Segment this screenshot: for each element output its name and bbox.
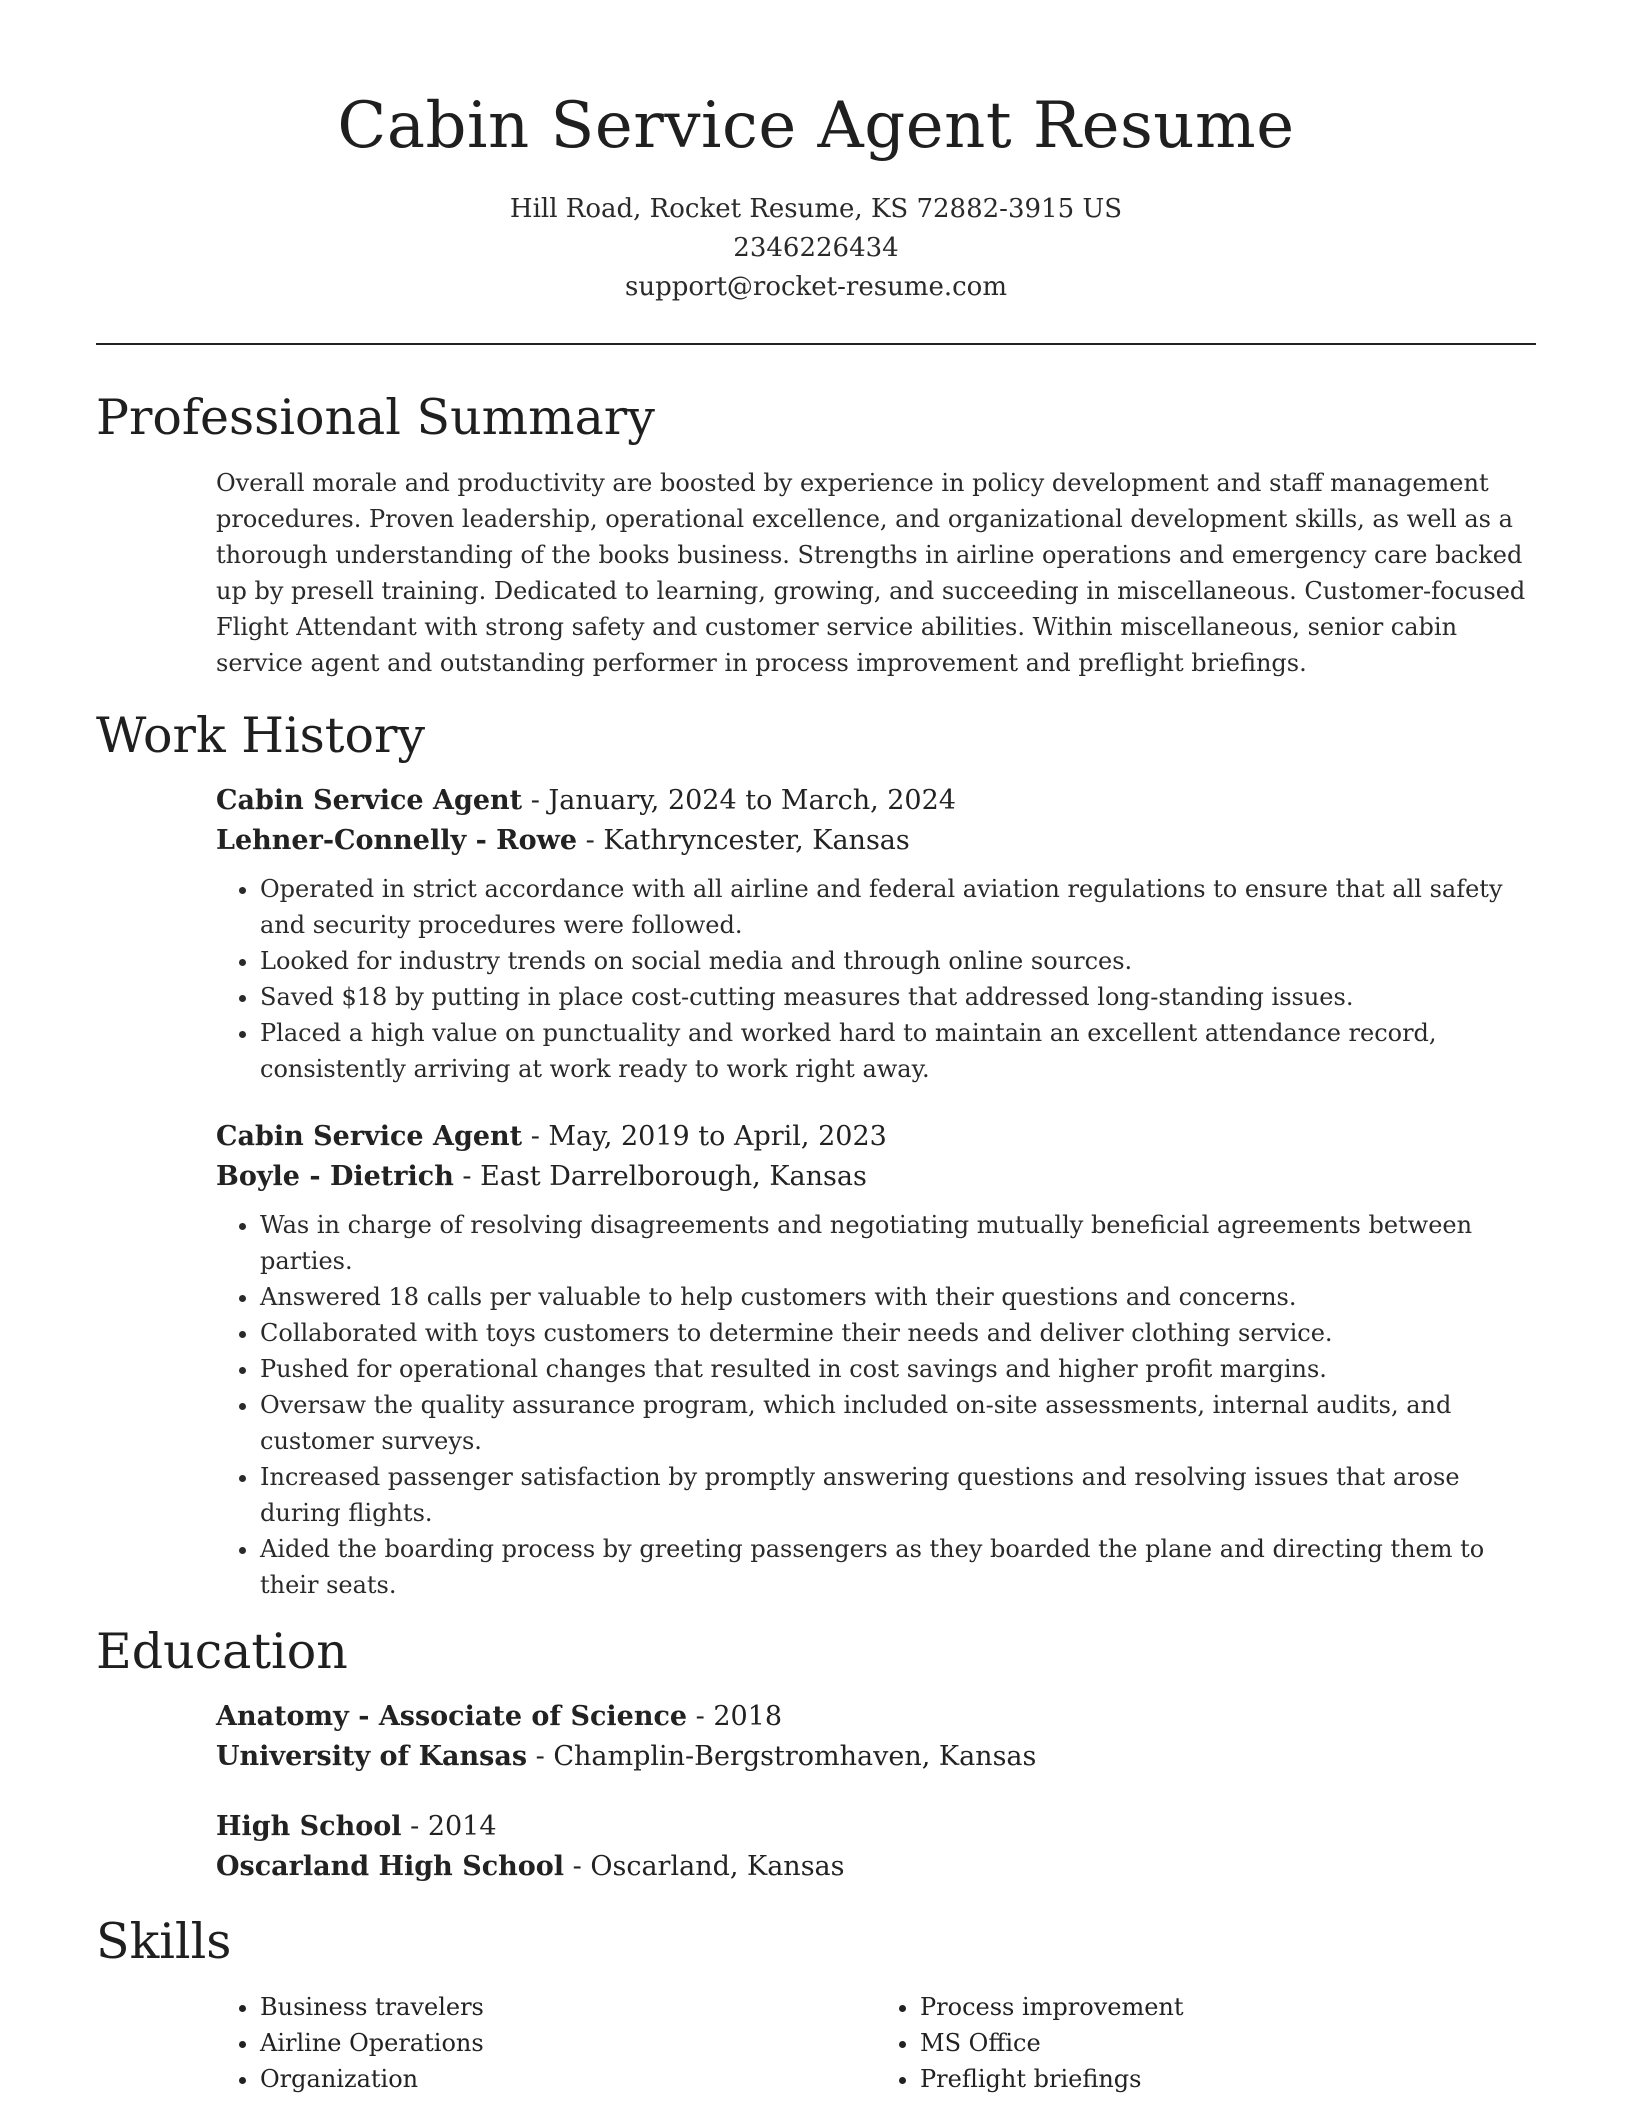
work-section: [96, 703, 1536, 1603]
skill-item: • Airline Operations: [260, 2025, 876, 2061]
job-title: Cabin Service Agent: [216, 1121, 523, 1152]
header-divider: [96, 343, 1536, 345]
job-company: Lehner-Connelly - Rowe: [216, 825, 578, 856]
resume-page: [96, 0, 1536, 2097]
job-title: Cabin Service Agent: [216, 785, 523, 816]
job-bullet: • Collaborated with toys customers to determine their needs and deliver clothing service.: [260, 1315, 1536, 1351]
work-heading: Work History: [96, 707, 426, 764]
contact-block: [96, 190, 1536, 307]
skills-list-left: [216, 1989, 876, 2097]
skills-list-right: [876, 1989, 1536, 2097]
job-bullet: • Looked for industry trends on social media and through online sources.: [260, 943, 1536, 979]
job-location: - East Darrelborough, Kansas: [453, 1161, 867, 1192]
education-year: - 2014: [401, 1811, 497, 1842]
job-bullet: • Oversaw the quality assurance program, which included on-site assessments, internal audits, and customer surveys.: [260, 1387, 1536, 1459]
job-bullets: [216, 871, 1536, 1087]
education-heading: Education: [96, 1623, 348, 1680]
contact-phone: 2346226434: [733, 233, 899, 263]
job-title-line: [216, 781, 1536, 821]
education-location: - Champlin-Bergstromhaven, Kansas: [527, 1741, 1037, 1772]
education-location: - Oscarland, Kansas: [564, 1851, 845, 1882]
education-degree-line: [216, 1807, 1536, 1847]
job-dates: - May, 2019 to April, 2023: [522, 1121, 887, 1152]
education-entry: [216, 1697, 1536, 1777]
skills-heading: Skills: [96, 1913, 232, 1970]
education-school: Oscarland High School: [216, 1851, 565, 1882]
contact-address: Hill Road, Rocket Resume, KS 72882-3915 US: [509, 194, 1123, 224]
job-entry: [216, 1117, 1536, 1603]
job-company: Boyle - Dietrich: [216, 1161, 454, 1192]
job-bullet: • Pushed for operational changes that resulted in cost savings and higher profit margins.: [260, 1351, 1536, 1387]
education-degree-line: [216, 1697, 1536, 1737]
education-entry: [216, 1807, 1536, 1887]
summary-section: [96, 385, 1536, 681]
job-entry: [216, 781, 1536, 1087]
job-dates: - January, 2024 to March, 2024: [522, 785, 956, 816]
education-school: University of Kansas: [216, 1741, 528, 1772]
job-bullet: • Aided the boarding process by greeting passengers as they boarded the plane and directing them to their seats.: [260, 1531, 1536, 1603]
job-location: - Kathryncester, Kansas: [577, 825, 910, 856]
skills-section: [96, 1909, 1536, 2097]
contact-email: support@rocket-resume.com: [624, 272, 1007, 302]
job-bullet: • Answered 18 calls per valuable to help customers with their questions and concerns.: [260, 1279, 1536, 1315]
education-section: [96, 1619, 1536, 1887]
job-bullet: • Saved $18 by putting in place cost-cutting measures that addressed long-standing issues.: [260, 979, 1536, 1015]
education-year: - 2018: [687, 1701, 783, 1732]
education-degree: Anatomy - Associate of Science: [216, 1701, 688, 1732]
education-school-line: [216, 1847, 1536, 1887]
job-bullet: • Operated in strict accordance with all airline and federal aviation regulations to ensure that all safety and security procedures were followed.: [260, 871, 1536, 943]
job-bullet: • Was in charge of resolving disagreements and negotiating mutually beneficial agreements between parties.: [260, 1207, 1536, 1279]
job-company-line: [216, 821, 1536, 861]
skill-item: • MS Office: [920, 2025, 1536, 2061]
summary-heading: Professional Summary: [96, 389, 655, 446]
skill-item: • Organization: [260, 2061, 876, 2097]
skill-item: • Preflight briefings: [920, 2061, 1536, 2097]
job-bullets: [216, 1207, 1536, 1603]
job-bullet: • Placed a high value on punctuality and worked hard to maintain an excellent attendance record, consistently arriving at work ready to work right away.: [260, 1015, 1536, 1087]
job-title-line: [216, 1117, 1536, 1157]
summary-text: Overall morale and productivity are boosted by experience in policy development and staff management procedures. Proven leadership, operational excellence, and organizational development skills, as well as a thorough understanding of the books business. Strengths in airline operations and emergency care backed up by presell training. Dedicated to learning, growing, and succeeding in miscellaneous. Customer-focused Flight Attendant with strong safety and customer service abilities. Within miscellaneous, senior cabin service agent and outstanding performer in process improvement and preflight briefings.: [216, 469, 1526, 677]
education-school-line: [216, 1737, 1536, 1777]
education-degree: High School: [216, 1811, 402, 1842]
skill-item: • Business travelers: [260, 1989, 876, 2025]
job-bullet: • Increased passenger satisfaction by promptly answering questions and resolving issues that arose during flights.: [260, 1459, 1536, 1531]
skills-grid: [216, 1975, 1536, 2097]
job-company-line: [216, 1157, 1536, 1197]
skill-item: • Process improvement: [920, 1989, 1536, 2025]
resume-title: Cabin Service Agent Resume: [337, 89, 1295, 163]
